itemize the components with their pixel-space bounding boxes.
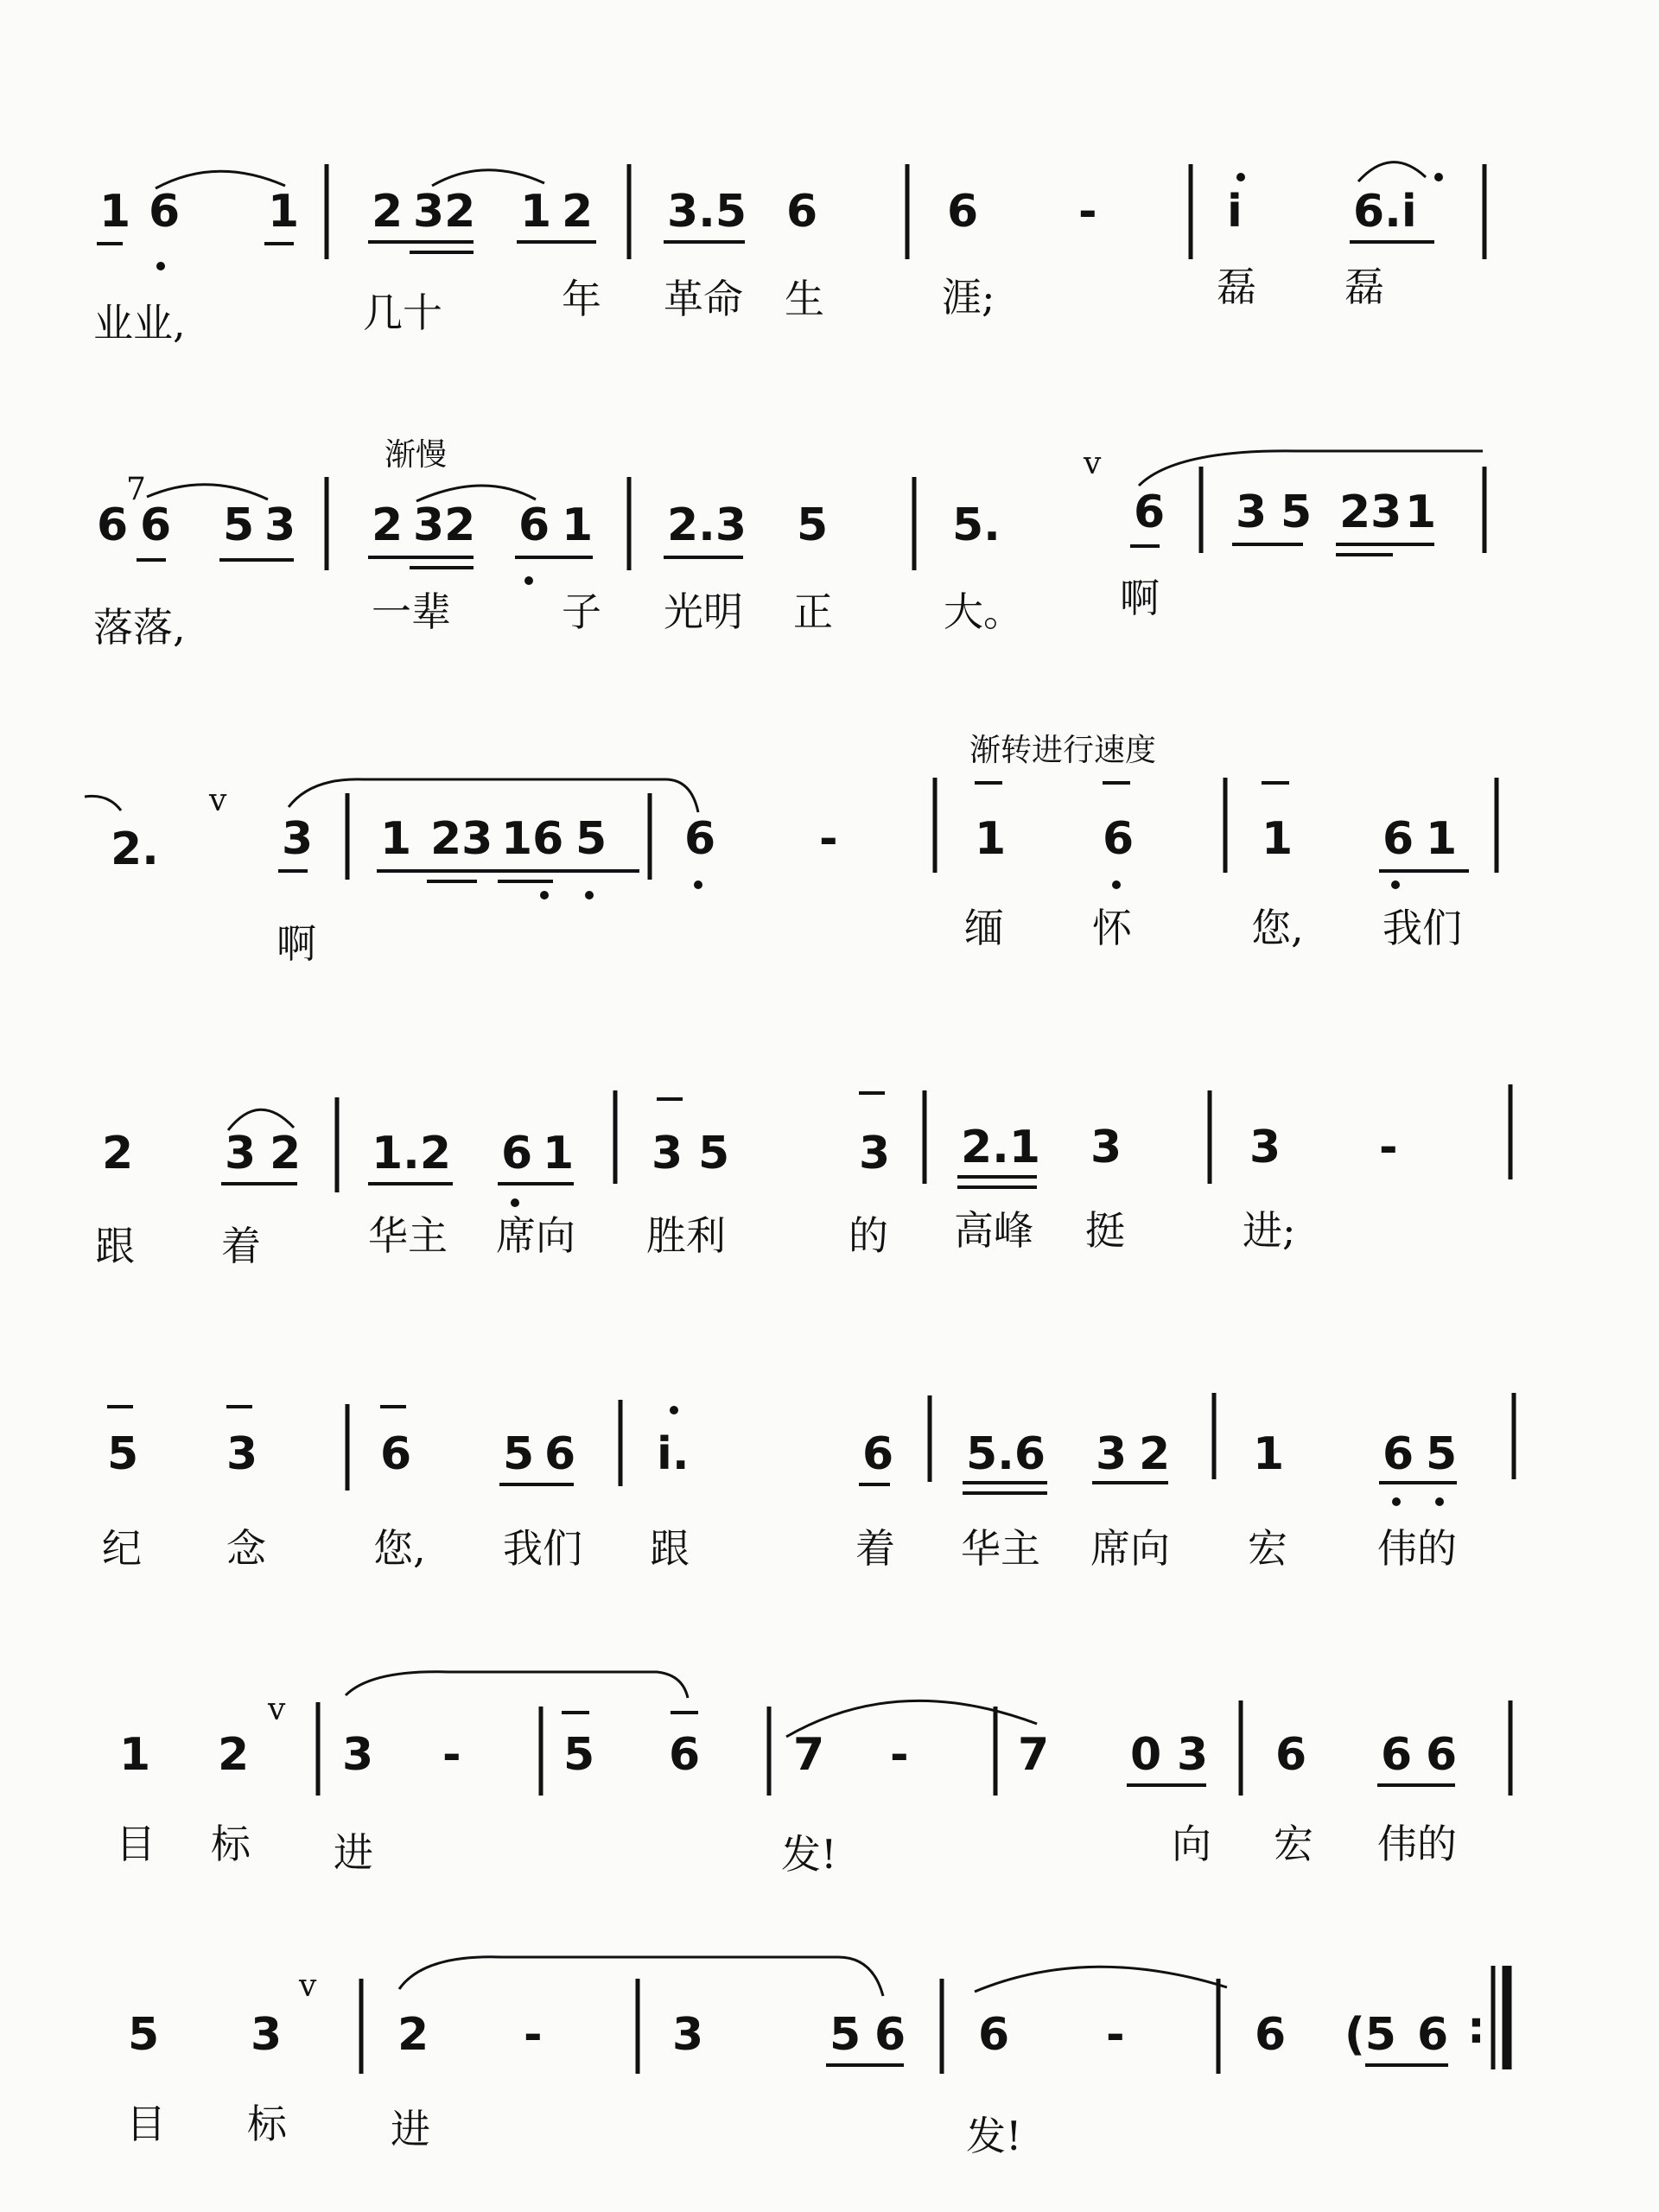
note: 2.1 [961, 1122, 1041, 1173]
note: 6 [1255, 2009, 1287, 2061]
grace-note: 7 [126, 472, 146, 507]
note: 6 [862, 1428, 894, 1480]
system-6 [116, 1672, 1510, 1878]
lyric: 念 [226, 1525, 266, 1572]
note: 6 [149, 186, 181, 238]
lyric: 我们 [503, 1525, 582, 1572]
lyric: 光明 [664, 588, 743, 635]
system-1 [93, 162, 1484, 346]
system-2 [93, 437, 1484, 651]
note: 3 [652, 1128, 683, 1179]
note: 6.i [1353, 186, 1417, 238]
note: 7 [1018, 1729, 1050, 1781]
note: 6 [380, 1428, 412, 1480]
lyric: 的 [849, 1212, 888, 1259]
lyric: 高峰 [954, 1207, 1033, 1254]
note: 3 [1249, 1122, 1281, 1173]
note: 6 [684, 813, 716, 865]
lyric: 涯; [942, 274, 995, 321]
lyric: 目 [126, 2101, 166, 2147]
note: 2 [372, 499, 404, 551]
note: 1 [268, 186, 300, 238]
lyric: 发! [966, 2113, 1022, 2159]
lyric: 进; [1243, 1207, 1296, 1254]
lyric: 啊 [1120, 575, 1160, 621]
lyric: 进 [334, 1829, 373, 1876]
note: 6 [1417, 2009, 1449, 2061]
lyric: 宏 [1274, 1821, 1313, 1867]
note: 1 [99, 186, 131, 238]
note: 3 [342, 1729, 374, 1781]
note: 1 [119, 1729, 151, 1781]
note: 3 [859, 1128, 891, 1179]
note: 3.5 [667, 186, 747, 238]
lyric: 革命 [664, 276, 743, 322]
note: 23 [1339, 486, 1402, 538]
note: 2.3 [667, 499, 747, 551]
lyric: 挺 [1085, 1207, 1125, 1254]
lyric: 磊 [1217, 264, 1256, 310]
note: 2 [397, 2009, 429, 2061]
note: 0 [1130, 1729, 1162, 1781]
note: 6 [1426, 1729, 1458, 1781]
note: 1 [1253, 1428, 1285, 1480]
lyric: 伟的 [1377, 1821, 1457, 1867]
note: 6 [669, 1729, 701, 1781]
lyric: 我们 [1382, 905, 1462, 951]
breath-mark: v [1084, 446, 1102, 481]
breath-mark: v [268, 1692, 286, 1727]
lyric: 华主 [961, 1525, 1040, 1572]
system-3 [85, 733, 1497, 967]
note: 16 [501, 813, 564, 865]
note: 6 [1103, 813, 1135, 865]
note: - [1106, 2009, 1125, 2061]
note: 23 [430, 813, 493, 865]
note: 2 [270, 1128, 302, 1179]
lyric: 落落, [93, 604, 186, 651]
breath-mark: v [299, 1968, 317, 2004]
lyric: 一辈 [372, 588, 451, 635]
note: 2 [372, 186, 404, 238]
note: 5. [952, 499, 1001, 551]
note: 5 [107, 1428, 139, 1480]
note: 3 [264, 499, 296, 551]
note: 5 [1281, 486, 1313, 538]
note: 3 [251, 2009, 283, 2061]
note: 6 [874, 2009, 906, 2061]
tempo-marking: 渐慢 [385, 437, 448, 473]
tempo-marking: 渐转进行速度 [969, 733, 1157, 768]
note: 6 [501, 1128, 533, 1179]
note: 2 [102, 1128, 134, 1179]
note: 1.2 [372, 1128, 452, 1179]
lyric: 目 [116, 1821, 156, 1867]
note: 6 [518, 499, 550, 551]
note: 32 [413, 499, 476, 551]
note: 5 [575, 813, 607, 865]
note: - [442, 1729, 461, 1781]
note: 5.6 [966, 1428, 1046, 1480]
lyric: 席向 [496, 1212, 575, 1259]
note: 2. [111, 823, 159, 875]
note: 2 [218, 1729, 250, 1781]
lyric: 宏 [1248, 1525, 1287, 1572]
breath-mark: v [209, 783, 227, 818]
note: 1 [1405, 486, 1437, 538]
lyric: 年 [562, 276, 601, 322]
lyric: 进 [391, 2106, 430, 2152]
note: 6 [1275, 1729, 1307, 1781]
note: 5 [797, 499, 829, 551]
repeat-dots: : [1467, 2002, 1485, 2054]
note: 6 [978, 2009, 1010, 2061]
note: 3 [282, 813, 314, 865]
lyric: 啊 [276, 920, 316, 967]
lyric: 伟的 [1377, 1525, 1457, 1572]
note: 3 [1090, 1122, 1122, 1173]
lyric: 发! [781, 1831, 837, 1878]
note: 5 [698, 1128, 730, 1179]
note: 1 [520, 186, 552, 238]
note: - [819, 813, 838, 865]
note: 3 [225, 1128, 257, 1179]
lyric: 子 [562, 588, 601, 635]
lyric: 向 [1172, 1821, 1211, 1867]
note: 1 [562, 499, 594, 551]
note: 6 [140, 499, 172, 551]
note: 3 [1096, 1428, 1128, 1480]
note: 6 [1134, 486, 1166, 538]
note: 6 [544, 1428, 576, 1480]
system-7 [126, 1957, 1507, 2159]
note: 2 [1139, 1428, 1171, 1480]
lyric: 怀 [1092, 905, 1132, 951]
note: 3 [672, 2009, 704, 2061]
note: 5 [1426, 1428, 1458, 1480]
note: 7 [793, 1729, 825, 1781]
note: 5 [563, 1729, 595, 1781]
lyric: 着 [221, 1223, 261, 1269]
note: 6 [1382, 813, 1414, 865]
note: 5 [830, 2009, 861, 2061]
lyric: 正 [793, 588, 833, 635]
note: (5 [1344, 2009, 1396, 2061]
system-5 [102, 1393, 1514, 1572]
lyric: 业业, [93, 300, 186, 346]
note: 6 [97, 499, 129, 551]
note: 5 [223, 499, 255, 551]
note: 32 [413, 186, 476, 238]
note: 1 [380, 813, 412, 865]
note: 1 [1262, 813, 1294, 865]
lyric: 磊 [1344, 264, 1384, 310]
note: 6 [786, 186, 818, 238]
system-4 [95, 1084, 1510, 1269]
note: 3 [226, 1428, 258, 1480]
lyric: 华主 [368, 1212, 448, 1259]
note: 1 [1426, 813, 1458, 865]
note: - [1379, 1122, 1398, 1173]
lyric: 大。 [944, 588, 1023, 635]
note: 3 [1236, 486, 1268, 538]
lyric: 几十 [363, 289, 442, 336]
note: 3 [1177, 1729, 1209, 1781]
lyric: 标 [211, 1821, 251, 1867]
note: 6 [1381, 1729, 1413, 1781]
note: 5 [128, 2009, 160, 2061]
lyric: 席向 [1090, 1525, 1170, 1572]
lyric: 缅 [964, 905, 1004, 951]
lyric: 胜利 [646, 1212, 726, 1259]
note: 5 [503, 1428, 535, 1480]
note: - [890, 1729, 909, 1781]
lyric: 标 [247, 2101, 287, 2147]
note: 1 [975, 813, 1007, 865]
lyric: 跟 [95, 1223, 135, 1269]
note: 2 [562, 186, 594, 238]
note: i. [657, 1428, 690, 1480]
lyric: 生 [785, 276, 824, 322]
lyric: 着 [855, 1525, 895, 1572]
note: - [1078, 186, 1097, 238]
lyric: 跟 [650, 1525, 690, 1572]
lyric: 您, [1251, 905, 1304, 951]
note: - [524, 2009, 543, 2061]
note: i [1227, 186, 1243, 238]
lyric: 纪 [102, 1525, 142, 1572]
note: 6 [947, 186, 979, 238]
lyric: 您, [373, 1525, 426, 1572]
note: 1 [543, 1128, 575, 1179]
note: 6 [1382, 1428, 1414, 1480]
